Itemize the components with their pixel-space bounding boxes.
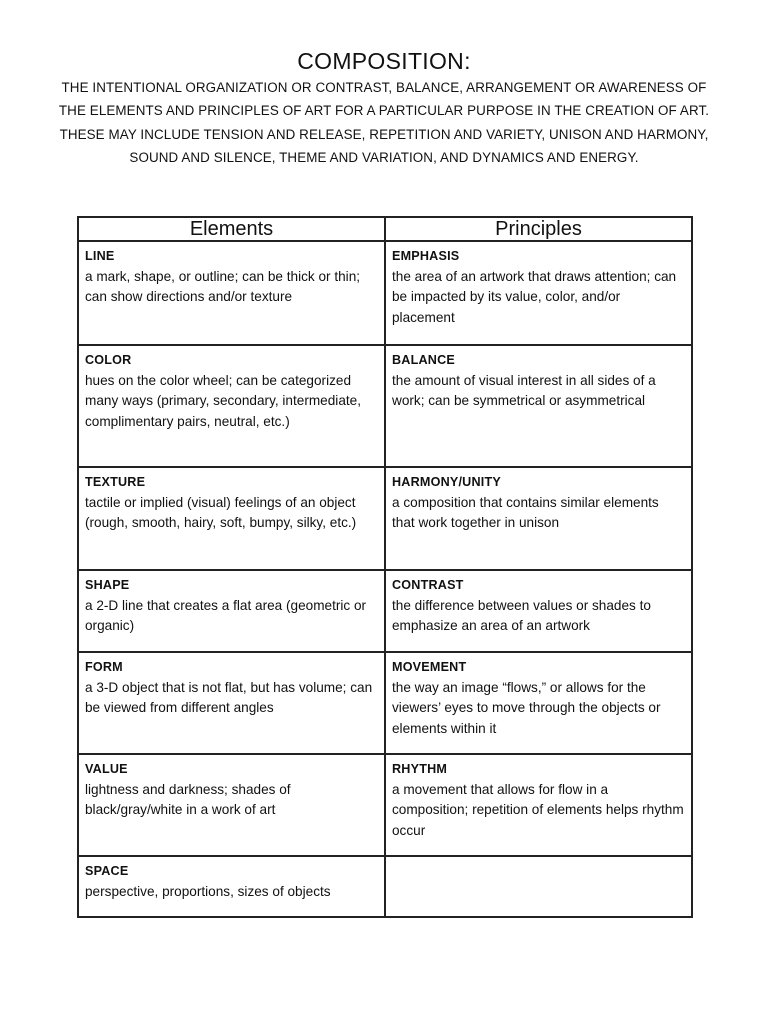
table-row bbox=[78, 652, 692, 754]
element-term: LINE bbox=[85, 249, 115, 263]
element-cell bbox=[78, 754, 385, 856]
element-cell bbox=[78, 241, 385, 345]
table-row bbox=[78, 467, 692, 570]
element-definition: a 3-D object that is not flat, but has volume; can be viewed from different angles bbox=[85, 679, 373, 715]
element-definition: lightness and darkness; shades of black/gray/white in a work of art bbox=[85, 781, 291, 817]
element-definition: a mark, shape, or outline; can be thick or thin; can show directions and/or texture bbox=[85, 268, 361, 304]
principle-definition: the amount of visual interest in all sides of a work; can be symmetrical or asymmetrical bbox=[392, 372, 656, 408]
element-term: COLOR bbox=[85, 353, 132, 367]
table-row bbox=[78, 754, 692, 856]
principle-term: EMPHASIS bbox=[392, 249, 460, 263]
principle-cell bbox=[385, 652, 692, 754]
element-cell bbox=[78, 856, 385, 917]
principle-term: BALANCE bbox=[392, 353, 455, 367]
table-row bbox=[78, 241, 692, 345]
table-row bbox=[78, 856, 692, 917]
principle-cell bbox=[385, 345, 692, 467]
principle-definition: the difference between values or shades to emphasize an area of an artwork bbox=[392, 597, 651, 633]
principle-definition: a movement that allows for flow in a composition; repetition of elements helps rhythm occur bbox=[392, 781, 684, 838]
element-term: SHAPE bbox=[85, 578, 130, 592]
element-term: TEXTURE bbox=[85, 475, 146, 489]
table-row bbox=[78, 345, 692, 467]
header-elements: Elements bbox=[78, 217, 385, 241]
element-cell bbox=[78, 467, 385, 570]
element-definition: hues on the color wheel; can be categorized many ways (primary, secondary, intermediate, complimentary pairs, neutral, etc.) bbox=[85, 372, 361, 429]
element-term: SPACE bbox=[85, 864, 129, 878]
principle-term: CONTRAST bbox=[392, 578, 464, 592]
header-principles: Principles bbox=[385, 217, 692, 241]
element-cell bbox=[78, 345, 385, 467]
element-definition: tactile or implied (visual) feelings of an object (rough, smooth, hairy, soft, bumpy, silky, etc.) bbox=[85, 494, 357, 530]
principle-term: MOVEMENT bbox=[392, 660, 467, 674]
table-header-row bbox=[78, 217, 692, 241]
principle-definition: the way an image “flows,” or allows for the viewers’ eyes to move through the objects or elements within it bbox=[392, 679, 661, 736]
principle-cell-empty bbox=[385, 856, 692, 917]
element-cell bbox=[78, 652, 385, 754]
element-definition: perspective, proportions, sizes of objects bbox=[85, 883, 331, 899]
element-cell bbox=[78, 570, 385, 652]
intro-paragraph: THE INTENTIONAL ORGANIZATION OR CONTRAST, BALANCE, ARRANGEMENT OR AWARENESS OF THE ELEMENTS AND PRINCIPLES OF ART FOR A PARTICULAR PURPOSE IN THE CREATION OF ART. THESE MAY INCLUDE TENSION AND RELEASE, REPETITION AND VARIETY, UNISON AND HARMONY, SOUND AND SILENCE, THEME AND VARIATION, AND DYNAMICS AND ENERGY. bbox=[58, 80, 710, 166]
principle-cell bbox=[385, 754, 692, 856]
element-term: VALUE bbox=[85, 762, 128, 776]
principle-cell bbox=[385, 467, 692, 570]
element-term: FORM bbox=[85, 660, 123, 674]
principle-definition: the area of an artwork that draws attention; can be impacted by its value, color, and/or placement bbox=[392, 268, 677, 325]
element-definition: a 2-D line that creates a flat area (geometric or organic) bbox=[85, 597, 367, 633]
principle-definition: a composition that contains similar elements that work together in unison bbox=[392, 494, 659, 530]
principle-cell bbox=[385, 570, 692, 652]
principle-term: RHYTHM bbox=[392, 762, 448, 776]
table-row bbox=[78, 570, 692, 652]
elements-principles-table bbox=[77, 216, 693, 918]
principle-term: HARMONY/UNITY bbox=[392, 475, 501, 489]
page-title: COMPOSITION: bbox=[297, 48, 471, 74]
principle-cell bbox=[385, 241, 692, 345]
